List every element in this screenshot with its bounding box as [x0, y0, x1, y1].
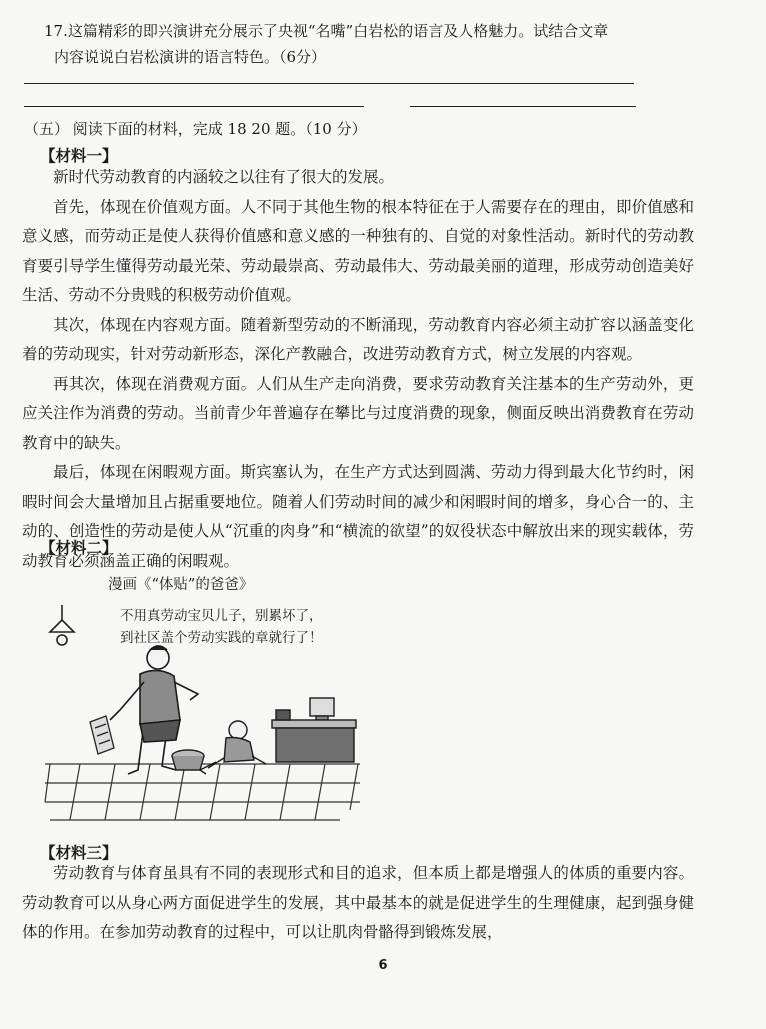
question-17-line-1: 17.这篇精彩的即兴演讲充分展示了央视“名嘴”白岩松的语言及人格魅力。试结合文章	[44, 22, 609, 40]
answer-line-2	[24, 106, 364, 107]
section-number: （五）	[24, 120, 70, 138]
material-1-paragraph: 新时代劳动教育的内涵较之以往有了很大的发展。	[53, 168, 395, 186]
section-5-header	[24, 118, 367, 139]
child-figure	[200, 721, 266, 774]
newspaper-icon	[90, 716, 114, 754]
lamp-icon	[50, 605, 74, 645]
speech-line-1: 不用真劳动宝贝儿子，别累坏了，	[120, 608, 323, 624]
answer-line-3	[410, 106, 636, 107]
material-1-paragraph: 首先，体现在价值观方面。人不同于其他生物的根本特征在于人需要存在的理由，即价值感和意义感，而劳动正是使人获得价值感和意义感的一种独有的、自觉的对象性活动。新时代的劳动教育要引导学生懂得劳动最光荣、劳动最崇高、劳动最伟大、劳动最美丽的道理，形成劳动创造美好生活、劳动不分贵贱的积极劳动价值观。	[22, 197, 694, 304]
question-17-line-2: 内容说说白岩松演讲的语言特色。（6分）	[54, 48, 327, 66]
page-number: 6	[378, 958, 388, 973]
material-2-heading: 【材料二】	[40, 538, 118, 557]
speech-line-2: 到社区盖个劳动实践的章就行了！	[120, 630, 323, 646]
material-3-paragraph: 劳动教育与体育虽具有不同的表现形式和目的追求，但本质上都是增强人的体质的重要内容。劳动教育可以从身心两方面促进学生的发展，其中最基本的就是促进学生的生理健康，起到强身健体的作用。在参加劳动教育的过程中，可以让肌肉骨骼得到锻炼发展，	[22, 864, 694, 941]
cartoon-illustration	[40, 570, 380, 830]
material-3-heading: 【材料三】	[40, 843, 118, 862]
material-1-heading: 【材料一】	[40, 146, 118, 165]
material-1-body	[22, 163, 694, 576]
cartoon-title: 漫画《“体贴”的爸爸》	[108, 577, 254, 593]
material-3-body	[22, 859, 694, 948]
section-instruction: 阅读下面的材料，完成 18 20 题。（10 分）	[72, 120, 367, 138]
material-1-paragraph: 再其次，体现在消费观方面。人们从生产走向消费，要求劳动教育关注基本的生产劳动外，更应关注作为消费的劳动。当前青少年普遍存在攀比与过度消费的现象，侧面反映出消费教育在劳动教育中的缺失。	[22, 374, 694, 452]
desk-with-computer	[272, 698, 356, 762]
answer-line-1	[24, 83, 634, 84]
question-17	[44, 18, 684, 70]
bucket-icon	[172, 750, 204, 770]
material-1-paragraph: 最后，体现在闲暇观方面。斯宾塞认为，在生产方式达到圆满、劳动力得到最大化节约时，闲暇时间会大量增加且占据重要地位。随着人们劳动时间的减少和闲暇时间的增多，身心合一的、主动的、创造性的劳动是使人从“沉重的肉身”和“横流的欲望”的奴役状态中解放出来的现实载体，劳动教育必须涵盖正确的闲暇观。	[22, 463, 694, 570]
material-1-paragraph: 其次，体现在内容观方面。随着新型劳动的不断涌现，劳动教育内容必须主动扩容以涵盖变化着的劳动现实，针对劳动新形态，深化产教融合，改进劳动教育方式，树立发展的内容观。	[22, 315, 694, 363]
